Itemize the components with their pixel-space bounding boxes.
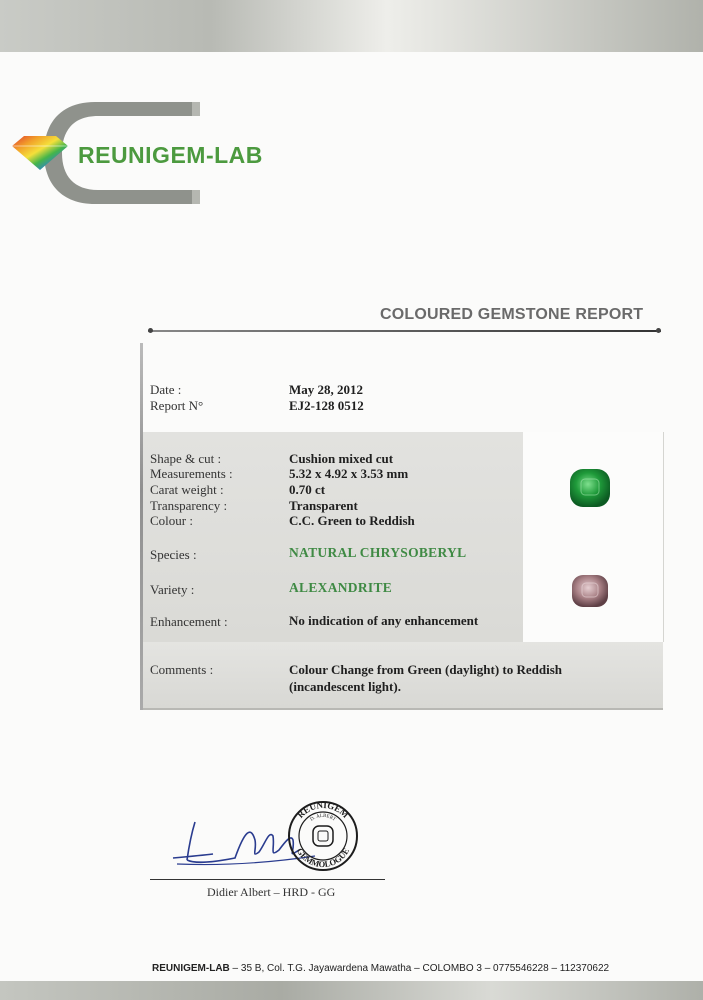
comments-label: Comments :	[150, 662, 214, 677]
signature-graphic	[165, 800, 375, 890]
variety-value: ALEXANDRITE	[289, 580, 393, 595]
report-number-label: Report N°	[150, 398, 204, 413]
pink-gem-icon	[571, 574, 609, 608]
measurements-label: Measurements :	[150, 466, 233, 481]
gem-photo-frame	[523, 432, 664, 642]
report-number-value: EJ2-128 0512	[289, 398, 364, 413]
logo-text: REUNIGEM-LAB	[78, 142, 263, 168]
report-title: COLOURED GEMSTONE REPORT	[380, 306, 644, 323]
green-gem-icon	[569, 468, 611, 508]
date-value: May 28, 2012	[289, 382, 364, 397]
enhancement-value: No indication of any enhancement	[289, 613, 479, 628]
bottom-band	[0, 981, 703, 1000]
shape-value: Cushion mixed cut	[289, 451, 394, 466]
rule-dot-right	[656, 328, 661, 333]
signer-name: Didier Albert – HRD - GG	[207, 885, 336, 899]
carat-value: 0.70 ct	[289, 482, 326, 497]
signature-line	[150, 879, 385, 880]
stamp-middle-text: D. ALBERT	[309, 813, 337, 823]
enhancement-label: Enhancement :	[150, 614, 228, 629]
colour-value: C.C. Green to Reddish	[289, 513, 415, 528]
footer-address	[152, 963, 609, 974]
date-label: Date :	[150, 382, 182, 397]
footer-brand: REUNIGEM-LAB	[152, 963, 230, 974]
shape-label: Shape & cut :	[150, 451, 222, 466]
comments-line-2: (incandescent light).	[289, 679, 401, 694]
signature-area	[165, 800, 375, 890]
stamp-bottom-text: GEMMOLOGUE	[294, 846, 352, 870]
rule-dot-left	[148, 328, 153, 333]
brand-logo	[10, 98, 300, 210]
transparency-label: Transparency :	[150, 498, 228, 513]
species-value: NATURAL CHRYSOBERYL	[289, 545, 467, 560]
comments-line-1: Colour Change from Green (daylight) to Reddish	[289, 662, 563, 677]
species-label: Species :	[150, 547, 197, 562]
colour-label: Colour :	[150, 513, 193, 528]
rainbow-gem-icon	[10, 132, 70, 172]
variety-label: Variety :	[150, 582, 195, 597]
transparency-value: Transparent	[289, 498, 358, 513]
top-band	[0, 0, 703, 52]
carat-label: Carat weight :	[150, 482, 224, 497]
stamp-top-text: REUNIGEM	[295, 800, 351, 820]
footer-contact: – 35 B, Col. T.G. Jayawardena Mawatha – COLOMBO 3 – 0775546228 – 112370622	[229, 963, 610, 974]
measurements-value: 5.32 x 4.92 x 3.53 mm	[289, 466, 409, 481]
title-rule	[148, 330, 661, 332]
